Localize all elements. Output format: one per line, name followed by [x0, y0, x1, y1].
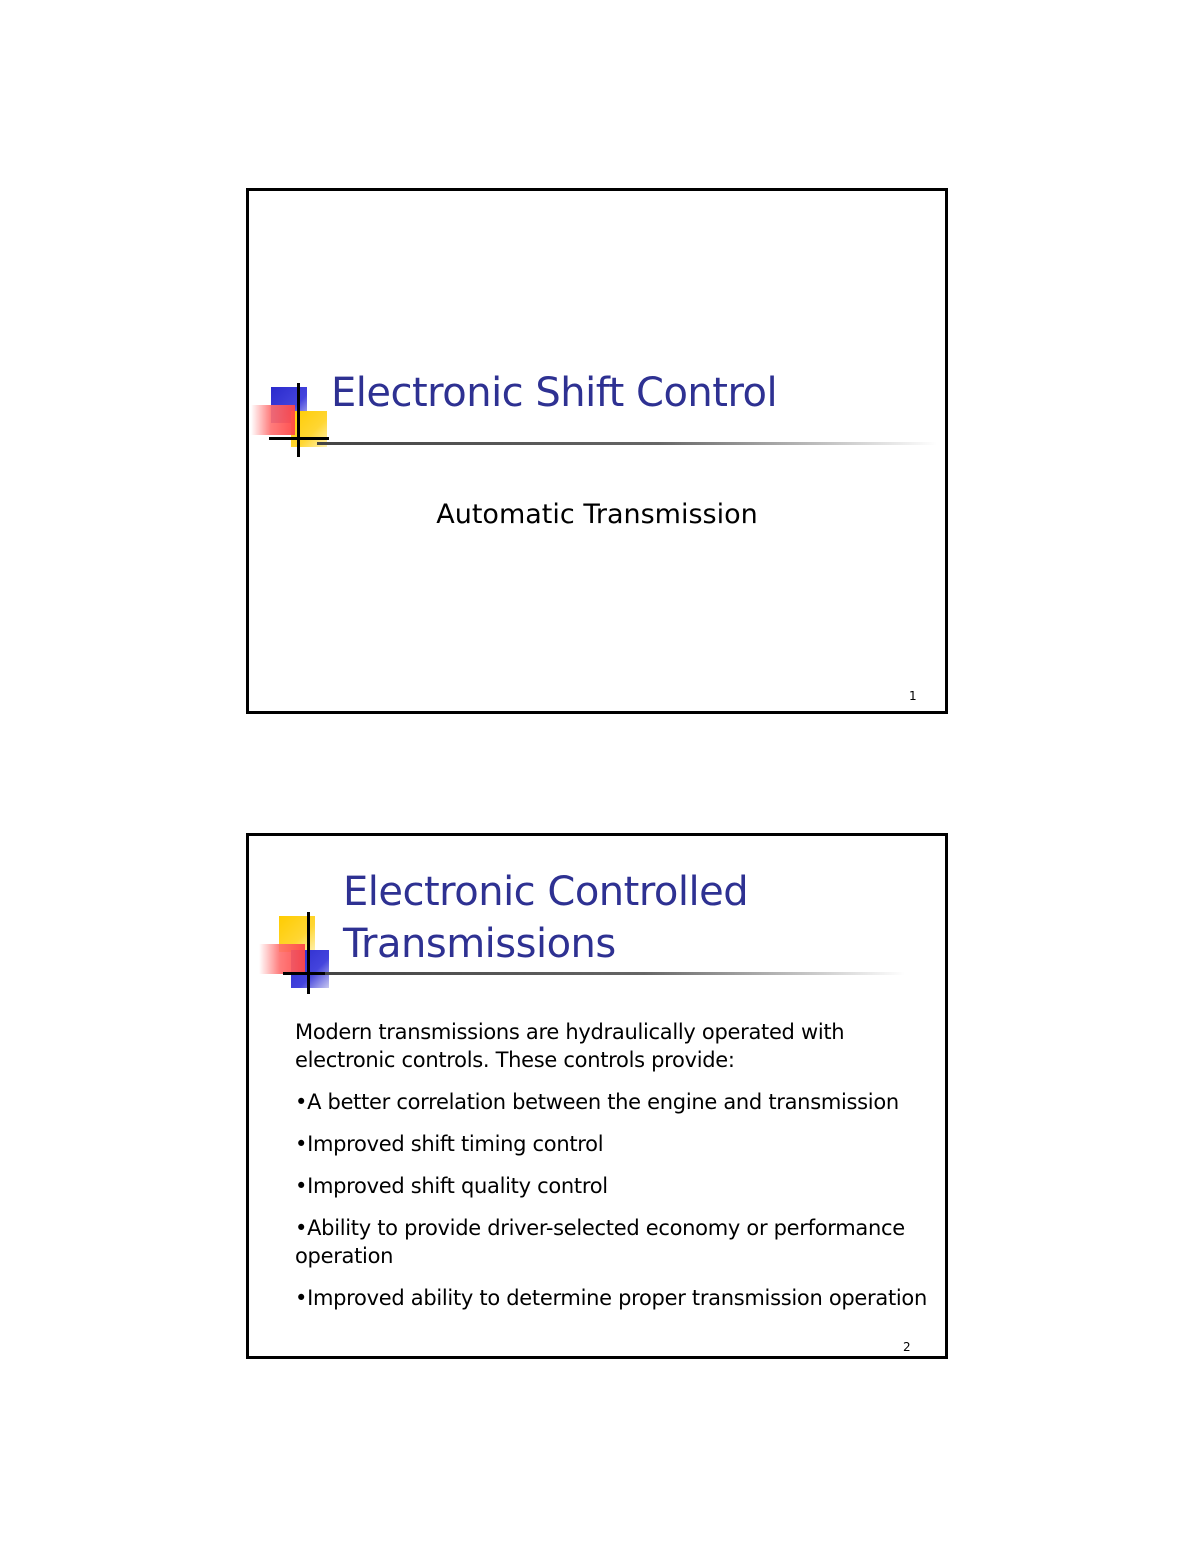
slide-2 [246, 833, 948, 1359]
list-item: •Improved ability to determine proper transmission operation [295, 1286, 927, 1310]
slide-logo-icon [259, 912, 339, 992]
bullet-icon: • [295, 1132, 308, 1156]
bullet-icon: • [295, 1174, 308, 1198]
list-item: •A better correlation between the engine and transmission [295, 1090, 899, 1114]
slide-2-intro: Modern transmissions are hydraulically operated with electronic controls. These controls provide: [295, 1020, 845, 1072]
slide-2-body [295, 1018, 945, 1326]
slide-logo-icon [251, 383, 331, 463]
slide-number: 2 [903, 1340, 911, 1354]
bullet-icon: • [295, 1286, 308, 1310]
slide-number: 1 [909, 689, 917, 703]
slide-1-title: Electronic Shift Control [331, 370, 778, 416]
slide-2-title-line2: Transmissions [343, 921, 616, 967]
bullet-icon: • [295, 1090, 308, 1114]
list-item: •Ability to provide driver-selected economy or performance operation [295, 1216, 905, 1268]
bullet-icon: • [295, 1216, 308, 1240]
title-underline [317, 442, 937, 445]
list-item: •Improved shift timing control [295, 1132, 604, 1156]
slide-2-title-line1: Electronic Controlled [343, 869, 749, 915]
bullet-list [295, 1088, 945, 1312]
slide-1-subtitle: Automatic Transmission [436, 499, 758, 530]
list-item: •Improved shift quality control [295, 1174, 608, 1198]
slide-1 [246, 188, 948, 714]
title-underline [325, 972, 905, 975]
